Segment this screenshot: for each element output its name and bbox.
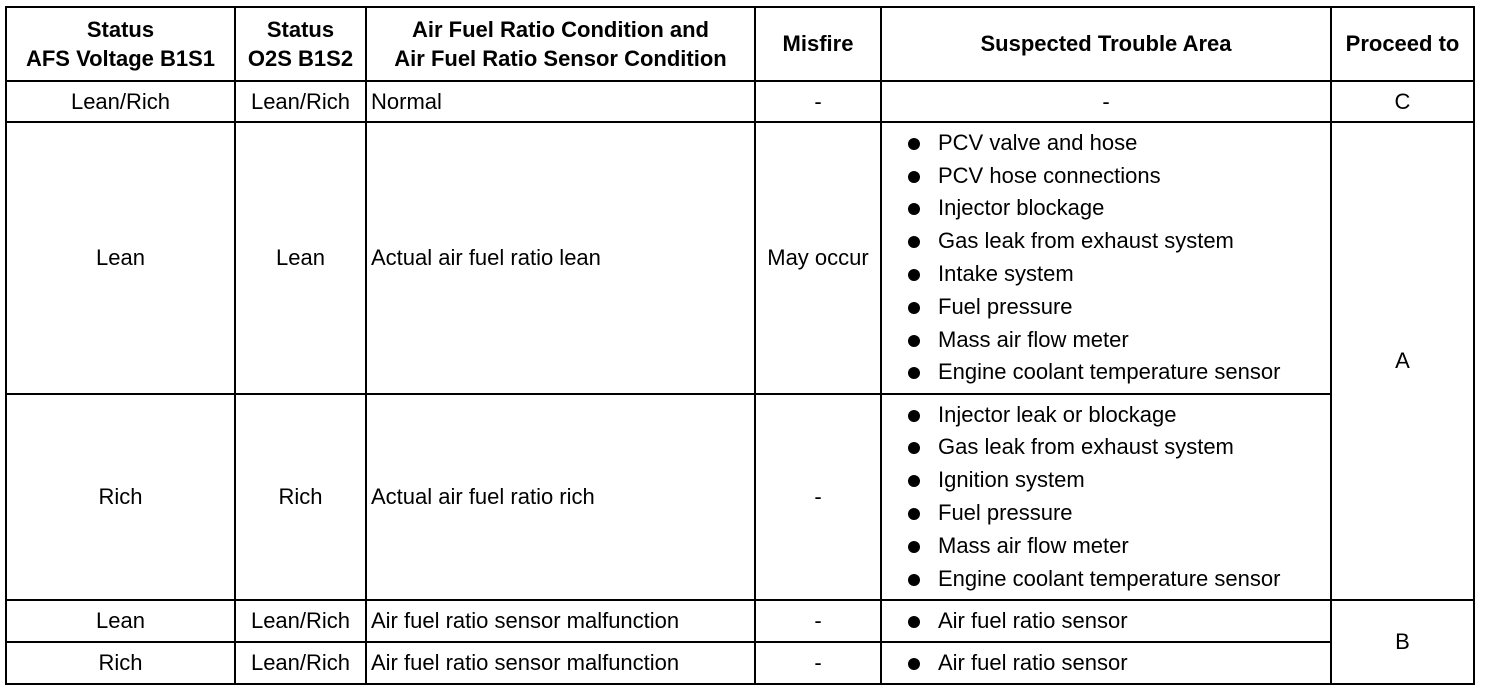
diagnostic-table-page (5, 6, 1473, 683)
cell-proceed: B (1331, 600, 1474, 684)
cell-o2s: Lean/Rich (235, 642, 366, 684)
header-misfire: Misfire (755, 7, 881, 81)
header-trouble-area: Suspected Trouble Area (881, 7, 1331, 81)
header-status-o2s-line1: Status (266, 17, 335, 42)
trouble-area-list (886, 647, 1326, 680)
list-item-label: Fuel pressure (938, 293, 1073, 319)
header-status-afs-line2: AFS Voltage B1S1 (25, 46, 216, 71)
header-status-o2s-line2: O2S B1S2 (247, 46, 354, 71)
cell-proceed: C (1331, 81, 1474, 122)
bullet-icon (908, 475, 920, 487)
cell-trouble-area (881, 642, 1331, 684)
trouble-area-list (886, 399, 1326, 596)
cell-afs: Rich (6, 642, 235, 684)
header-condition (366, 7, 755, 81)
list-item-label: Injector blockage (938, 195, 1105, 221)
list-item (906, 464, 1326, 497)
list-item (906, 431, 1326, 464)
list-item (906, 530, 1326, 563)
cell-condition: Normal (366, 81, 755, 122)
diagnostic-table (5, 6, 1475, 685)
list-item-label: Injector leak or blockage (938, 401, 1177, 427)
cell-misfire: May occur (755, 122, 881, 394)
cell-trouble-area (881, 122, 1331, 394)
header-condition-line2: Air Fuel Ratio Sensor Condition (394, 46, 727, 71)
header-proceed: Proceed to (1331, 7, 1474, 81)
cell-condition: Actual air fuel ratio rich (366, 394, 755, 600)
cell-afs: Lean (6, 122, 235, 394)
list-item (906, 160, 1326, 193)
list-item-label: PCV hose connections (938, 162, 1161, 188)
cell-o2s: Lean (235, 122, 366, 394)
cell-afs: Rich (6, 394, 235, 600)
list-item (906, 605, 1326, 638)
cell-condition: Air fuel ratio sensor malfunction (366, 642, 755, 684)
list-item-label: Fuel pressure (938, 500, 1073, 525)
table-row (6, 394, 1474, 600)
list-item (906, 399, 1326, 432)
header-status-o2s (235, 7, 366, 81)
header-condition-line1: Air Fuel Ratio Condition and (412, 17, 709, 42)
bullet-icon (908, 335, 920, 347)
cell-trouble-area: - (881, 81, 1331, 122)
bullet-icon (908, 442, 920, 454)
bullet-icon (908, 541, 920, 553)
bullet-icon (908, 508, 920, 520)
cell-trouble-area (881, 394, 1331, 600)
cell-misfire: - (755, 642, 881, 684)
cell-condition: Air fuel ratio sensor malfunction (366, 600, 755, 642)
bullet-icon (908, 367, 920, 379)
cell-condition: Actual air fuel ratio lean (366, 122, 755, 394)
list-item (906, 192, 1326, 225)
list-item-label: PCV valve and hose (938, 129, 1138, 155)
list-item-label: Engine coolant temperature sensor (938, 359, 1281, 385)
bullet-icon (908, 410, 920, 422)
bullet-icon (908, 574, 920, 586)
bullet-icon (908, 302, 920, 314)
list-item (906, 497, 1326, 530)
bullet-icon (908, 138, 920, 150)
list-item-label: Engine coolant temperature sensor (938, 565, 1281, 591)
bullet-icon (908, 616, 920, 628)
table-row (6, 642, 1474, 684)
list-item-label: Air fuel ratio sensor (938, 649, 1128, 675)
list-item-label: Gas leak from exhaust system (938, 434, 1234, 460)
header-status-afs (6, 7, 235, 81)
list-item (906, 225, 1326, 258)
header-row (6, 7, 1474, 81)
table-row (6, 81, 1474, 122)
cell-proceed: A (1331, 122, 1474, 600)
cell-afs: Lean (6, 600, 235, 642)
table-row (6, 600, 1474, 642)
bullet-icon (908, 236, 920, 248)
list-item (906, 563, 1326, 596)
list-item-label: Mass air flow meter (938, 326, 1129, 352)
list-item-label: Gas leak from exhaust system (938, 228, 1234, 254)
header-status-afs-line1: Status (86, 17, 155, 42)
cell-afs: Lean/Rich (6, 81, 235, 122)
table-row (6, 122, 1474, 394)
cell-o2s: Lean/Rich (235, 600, 366, 642)
list-item-label: Intake system (938, 261, 1074, 286)
cell-misfire: - (755, 81, 881, 122)
bullet-icon (908, 203, 920, 215)
list-item (906, 647, 1326, 680)
list-item (906, 324, 1326, 357)
list-item (906, 291, 1326, 324)
list-item (906, 127, 1326, 160)
list-item (906, 356, 1326, 389)
cell-o2s: Lean/Rich (235, 81, 366, 122)
list-item-label: Mass air flow meter (938, 532, 1129, 558)
bullet-icon (908, 658, 920, 670)
cell-misfire: - (755, 394, 881, 600)
trouble-area-list (886, 127, 1326, 389)
cell-trouble-area (881, 600, 1331, 642)
list-item (906, 258, 1326, 291)
cell-o2s: Rich (235, 394, 366, 600)
trouble-area-list (886, 605, 1326, 638)
list-item-label: Air fuel ratio sensor (938, 607, 1128, 633)
list-item-label: Ignition system (938, 467, 1085, 493)
cell-misfire: - (755, 600, 881, 642)
bullet-icon (908, 171, 920, 183)
bullet-icon (908, 269, 920, 281)
